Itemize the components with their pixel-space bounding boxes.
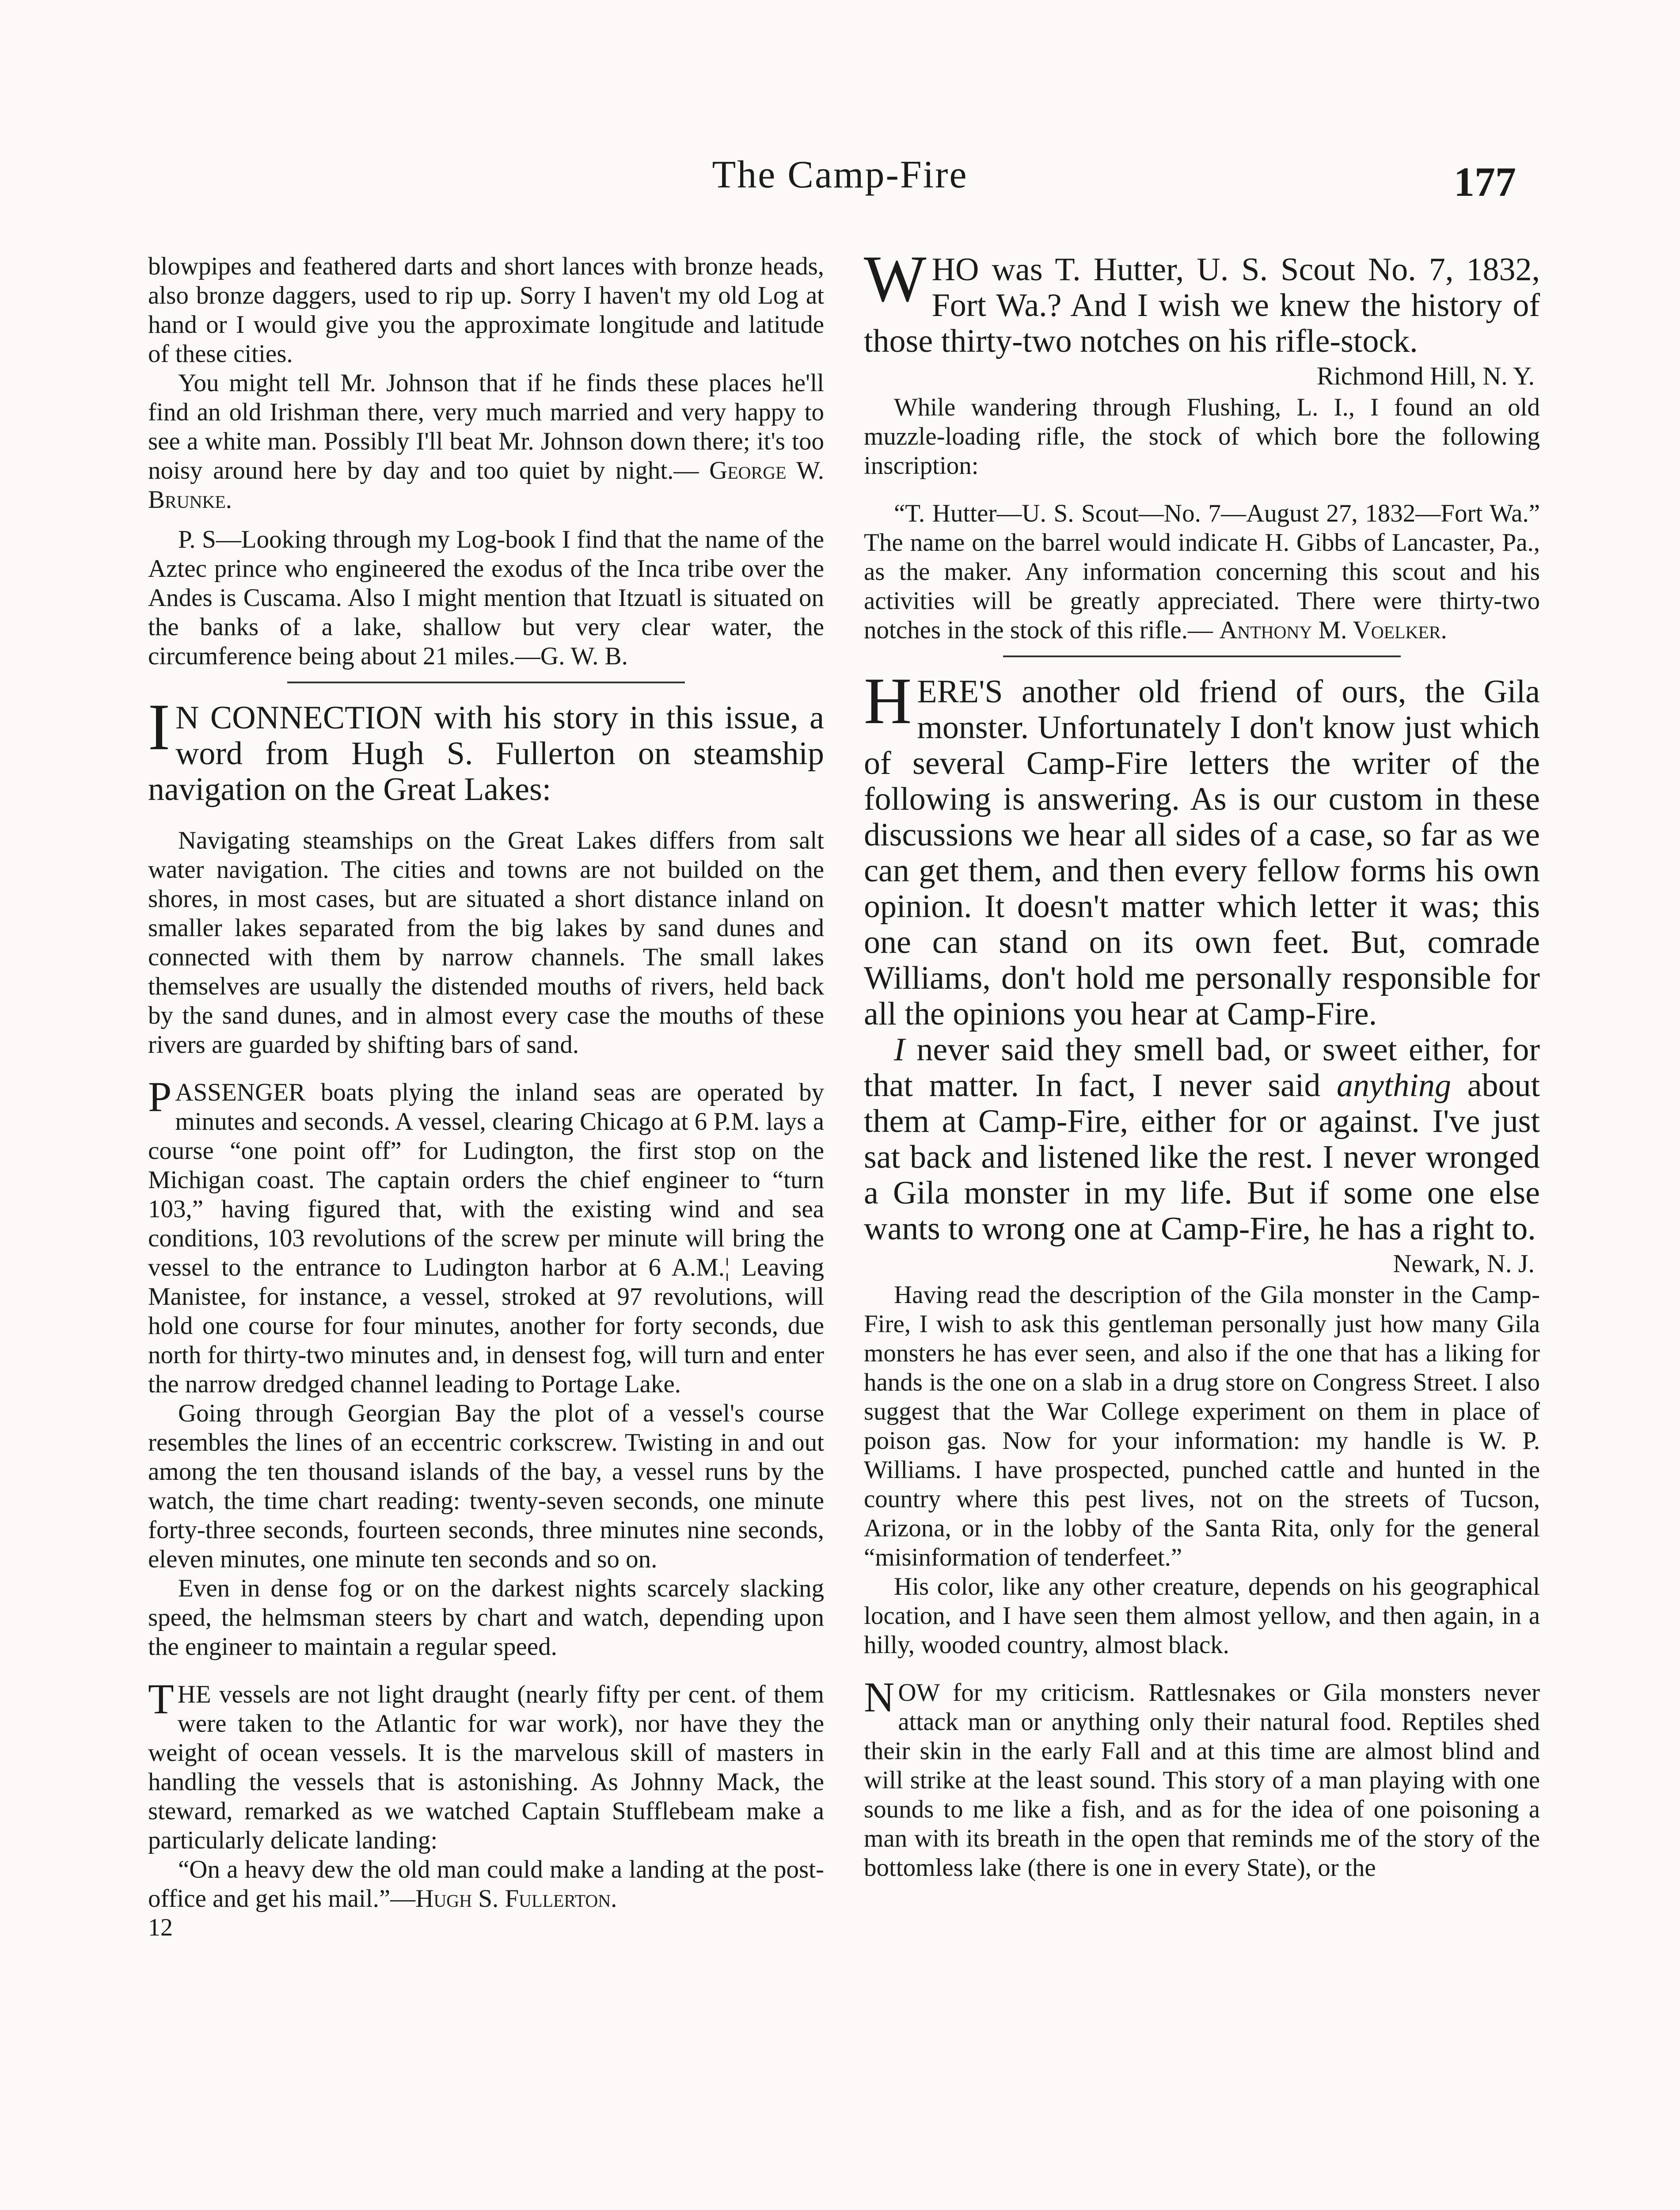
paragraph-text: You might tell Mr. Johnson that if he finds these places he'll find an old Irishman there, very much married and very happy to see a white man. Possibly I'll beat Mr. Johnson down there; it's too noisy around here by day and too quiet by night.— xyxy=(148,369,824,484)
paragraph: P. S—Looking through my Log-book I find that the name of the Aztec prince who engineered the exodus of the Inca tribe over the Andes is Cuscama. Also I might mention that Itzuatl is situated on the banks of a lake, shallow but very clear water, the circumference being about 21 miles.—G. W. B. xyxy=(148,526,824,670)
editorial-intro xyxy=(148,690,824,808)
editorial-comment-text: about them at Camp-Fire, either for or against. I've just sat back and listened like the rest. I never wronged a Gila monster in my life. But if some one else wants to wrong one at Camp-Fire, he has a right to. xyxy=(864,1067,1540,1247)
paragraph xyxy=(864,499,1540,645)
drop-cap: H xyxy=(864,664,912,738)
editorial-comment-text: ERE'S another old friend of ours, the Gila monster. Unfortunately I don't know just which of several Camp-Fire letters the writer of the following is answering. As is our custom in these discussions we hear all sides of a case, so far as we can get them, and then every fellow forms his own opinion. It doesn't matter which letter it was; this one can stand on its own feet. But, comrade Williams, don't hold me personally responsible for all the opinions you hear at Camp-Fire. xyxy=(864,674,1540,1032)
paragraph-text: HE vessels are not light draught (nearly fifty per cent. of them were taken to the Atlantic for war work), nor have they the weight of ocean vessels. It is the marvelous skill of masters in handling the vessels that is astonishing. As Johnny Mack, the steward, remarked as we watched Captain Stufflebeam make a particularly delicate landing: xyxy=(148,1680,824,1854)
author-signature: Hugh S. Fullerton. xyxy=(415,1885,617,1913)
author-signature: George W. Brunke. xyxy=(148,457,824,514)
left-column xyxy=(148,252,824,1942)
editorial-comment xyxy=(864,1032,1540,1247)
paragraph: Navigating steamships on the Great Lakes differs from salt water navigation. The cities and towns are not builded on the shores, in most cases, but are situated a short distance inland on smaller lakes separated from the big lakes by sand dunes and connected with them by narrow channels. The small lakes themselves are usually the distended mouths of rivers, held back by the sand dunes, and in almost every case the mouths of these rivers are guarded by shifting bars of sand. xyxy=(148,827,824,1059)
emphasis: anything xyxy=(1337,1067,1451,1104)
running-header-title: The Camp-Fire xyxy=(712,153,968,196)
paragraph-text: “T. Hutter—U. S. Scout—No. 7—August 27, 1832—Fort Wa.” The name on the barrel would indicate H. Gibbs of Lancaster, Pa., as the maker. Any information concerning this scout and his activities will be greatly appreciated. There were thirty-two notches in the stock of this rifle.— xyxy=(864,499,1540,644)
paragraph xyxy=(148,1073,824,1399)
paragraph xyxy=(148,1855,824,1913)
emphasis: I xyxy=(894,1032,905,1068)
paragraph: Going through Georgian Bay the plot of a vessel's course resembles the lines of an eccentric corkscrew. Twisting in and out among the ten thousand islands of the bay, a vessel runs by the watch, the time chart reading: twenty-seven seconds, one minute forty-three seconds, fourteen seconds, three minutes nine seconds, eleven minutes, one minute ten seconds and so on. xyxy=(148,1399,824,1573)
paragraph: While wandering through Flushing, L. I., I found an old muzzle-loading rifle, the stock of which bore the following inscription: xyxy=(864,393,1540,480)
right-column xyxy=(864,242,1540,1882)
drop-cap: I xyxy=(148,690,170,764)
letter-location: Richmond Hill, N. Y. xyxy=(1316,362,1535,390)
editorial-intro-text: N CONNECTION with his story in this issue, a word from Hugh S. Fullerton on steamship navigation on the Great Lakes: xyxy=(148,700,824,808)
paragraph: Even in dense fog or on the darkest nights scarcely slacking speed, the helmsman steers by chart and watch, depending upon the engineer to maintain a regular speed. xyxy=(148,1574,824,1661)
paragraph-text: “On a heavy dew the old man could make a landing at the post-office and get his mail.”— xyxy=(148,1856,824,1913)
paragraph xyxy=(148,369,824,514)
letter-location: Newark, N. J. xyxy=(1393,1249,1535,1278)
author-signature: Anthony M. Voelker. xyxy=(1219,616,1447,644)
drop-cap: P xyxy=(148,1073,172,1120)
paragraph: His color, like any other creature, depends on his geographical location, and I have seen them almost yellow, and then again, in a hilly, wooded country, almost black. xyxy=(864,1573,1540,1659)
page-number: 177 xyxy=(1454,159,1516,205)
editorial-question-text: HO was T. Hutter, U. S. Scout No. 7, 1832, Fort Wa.? And I wish we knew the history of those thirty-two notches on his rifle-stock. xyxy=(864,251,1540,359)
paragraph-text: ASSENGER boats plying the inland seas are operated by minutes and seconds. A vessel, clearing Chicago at 6 P.M. lays a course “one point off” for Ludington, the first stop on the Michigan coast. The captain orders the chief engineer to “turn 103,” having figured that, with the existing wind and sea conditions, 103 revolutions of the screw per minute will bring the vessel to the entrance to Ludington harbor at 6 A.M.¦ Leaving Manistee, for instance, a vessel, stroked at 97 revolutions, will hold one course for four minutes, another for forty seconds, due north for thirty-two minutes and, in densest fog, will turn and enter the narrow dredged channel leading to Portage Lake. xyxy=(148,1078,824,1398)
printer-signature-number: 12 xyxy=(148,1914,173,1941)
paragraph: Having read the description of the Gila monster in the Camp-Fire, I wish to ask this gentleman personally just how many Gila monsters he has ever seen, and also if the one that has a liking for hands is the one on a slab in a drug store on Congress Street. I also suggest that the War College experiment on them in place of poison gas. Now for your information: my handle is W. P. Williams. I have prospected, punched cattle and hunted in the country where this pest lives, not on the streets of Tucson, Arizona, or in the lobby of the Santa Rita, only for the general “misinformation of tenderfeet.” xyxy=(864,1281,1540,1571)
section-divider xyxy=(287,682,685,683)
editorial-question xyxy=(864,242,1540,359)
paragraph-text: OW for my criticism. Rattlesnakes or Gila monsters never attack man or anything only their natural food. Reptiles shed their skin in the early Fall and at this time are almost blind and will strike at the least sound. This story of a man playing with one sounds to me like a fish, and as for the idea of one poisoning a man with its breath in the open that reminds me of the story of the bottomless lake (there is one in every State), or the xyxy=(864,1679,1540,1882)
editorial-comment-text: never said they smell bad, or sweet either, for that matter. In fact, I never said xyxy=(864,1032,1540,1104)
paragraph xyxy=(864,1673,1540,1882)
editorial-comment xyxy=(864,664,1540,1032)
drop-cap: T xyxy=(148,1675,174,1722)
paragraph xyxy=(148,1675,824,1855)
drop-cap: N xyxy=(864,1673,895,1721)
paragraph: blowpipes and feathered darts and short lances with bronze heads, also bronze daggers, used to rip up. Sorry I haven't my old Log at hand or I would give you the approximate longitude and latitude of these cities. xyxy=(148,252,824,368)
section-divider xyxy=(1003,655,1401,657)
drop-cap: W xyxy=(864,242,927,316)
